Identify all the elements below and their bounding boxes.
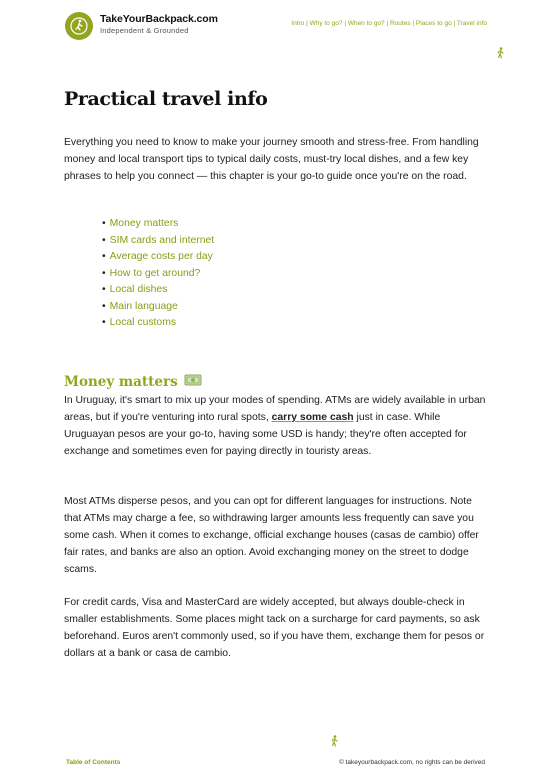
toc-link-money-matters[interactable]: Money matters [109, 218, 179, 229]
nav-link-intro[interactable]: Intro [291, 20, 305, 27]
money-paragraph-3: For credit cards, Visa and MasterCard are widely accepted, but always double-check in smaller establishments. Some places might tack on a surcharge for card payments, so ask beforehand. Euros aren't commonly used, so if you have them, exchange them for pesos or dollars at a bank or casa de cambio. [64, 597, 485, 659]
section-heading-text: Money matters [64, 374, 178, 390]
list-item: • How to get around? [102, 267, 201, 279]
brand-tagline: Independent & Grounded [100, 26, 189, 35]
toc-link-average-costs[interactable]: Average costs per day [109, 251, 213, 262]
list-item: • Local dishes [102, 284, 168, 295]
globe-hiker-logo-icon[interactable] [65, 12, 93, 40]
brand-name: TakeYourBackpack.com [100, 13, 218, 25]
list-item: • Average costs per day [102, 251, 213, 262]
money-paragraph-1 [64, 392, 490, 460]
toc-link-sim-cards[interactable]: SIM cards and internet [109, 234, 215, 246]
nav-link-why-to-go[interactable]: Why to go? [309, 20, 343, 27]
nav-link-routes[interactable]: Routes [389, 20, 411, 27]
brand[interactable] [100, 13, 218, 35]
toc-link-local-customs[interactable]: Local customs [109, 317, 177, 328]
page-header [0, 0, 550, 50]
toc-link-main-language[interactable]: Main language [109, 300, 178, 312]
list-item: • Main language [102, 300, 178, 312]
toc-link-local-dishes[interactable]: Local dishes [109, 284, 168, 295]
section-heading-money-matters [64, 373, 202, 391]
intro-paragraph: Everything you need to know to make your journey smooth and stress-free. From handling money and local transport tips to typical daily costs, must-try local dishes, and a few key phrases to help you connect — this chapter is your go-to guide once you're on the road. [64, 137, 479, 182]
nav-link-when-to-go[interactable]: When to go? [347, 20, 385, 27]
money-icon [184, 373, 202, 391]
list-item: • SIM cards and internet [102, 234, 215, 246]
copyright-notice: © takeyourbackpack.com, no rights can be derived [338, 759, 485, 766]
nav-link-places-to-go[interactable]: Places to go [415, 20, 452, 27]
list-item: • Money matters [102, 218, 179, 229]
paragraph-text: In Uruguay, it's smart to mix up your modes of spending. ATMs are widely available in urban areas, but if you're venturing into rural spots, [64, 395, 486, 423]
paragraph-text: just in case. While Uruguayan pesos are your go-to, having some USD is handy; they're often accepted for exchange and sometimes even for paying directly in touristy areas. [64, 412, 467, 457]
nav-link-travel-info[interactable]: Travel info [456, 20, 487, 27]
chapter-contents-list [102, 216, 214, 332]
page-title: Practical travel info [64, 88, 268, 110]
highlight-carry-cash: carry some cash [271, 412, 354, 423]
money-paragraph-2: Most ATMs disperse pesos, and you can opt for different languages for instructions. Note that ATMs may charge a fee, so withdrawing larger amounts less frequently can save you some cash. When it comes to exchange, official exchange houses (casas de cambio) offer fair rates, and banks are also an option. Avoid exchanging money on the street to dodge scams. [64, 496, 479, 575]
hiker-icon [496, 46, 506, 64]
hiker-icon [330, 734, 340, 752]
toc-link-get-around[interactable]: How to get around? [109, 267, 201, 279]
table-of-contents-link[interactable]: Table of Contents [66, 759, 121, 766]
list-item: • Local customs [102, 317, 177, 328]
top-navigation: Intro | Why to go? | When to go? | Routes | Places to go | Travel info [291, 20, 487, 27]
